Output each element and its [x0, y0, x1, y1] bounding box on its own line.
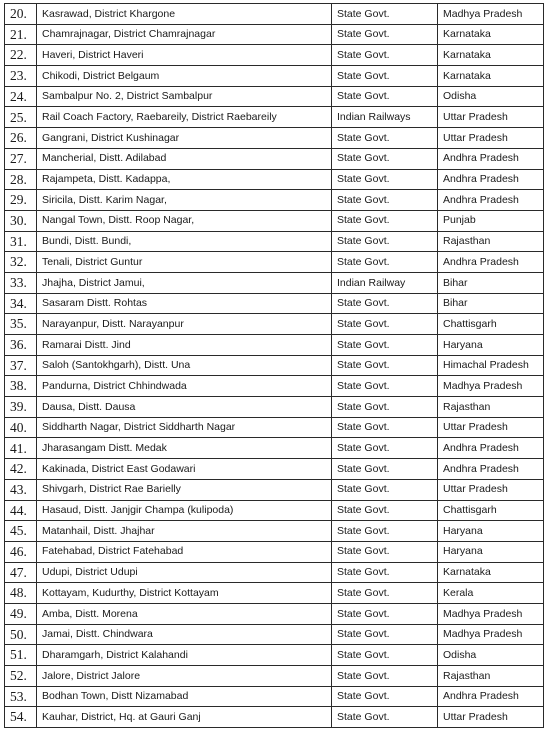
table-row	[5, 397, 544, 418]
location-cell: Bodhan Town, Distt Nizamabad	[37, 686, 332, 707]
location-cell: Kauhar, District, Hq. at Gauri Ganj	[37, 707, 332, 728]
table-row	[5, 707, 544, 728]
table-row	[5, 335, 544, 356]
ownership-cell: State Govt.	[332, 210, 438, 231]
location-cell: Gangrani, District Kushinagar	[37, 128, 332, 149]
state-cell: Karnataka	[438, 66, 544, 87]
table-row	[5, 148, 544, 169]
table-row	[5, 86, 544, 107]
ownership-cell: State Govt.	[332, 335, 438, 356]
ownership-cell: State Govt.	[332, 128, 438, 149]
row-number: 41.	[5, 438, 37, 459]
location-cell: Ramarai Distt. Jind	[37, 335, 332, 356]
table-row	[5, 521, 544, 542]
row-number: 33.	[5, 272, 37, 293]
location-cell: Rajampeta, Distt. Kadappa,	[37, 169, 332, 190]
table-row	[5, 686, 544, 707]
ownership-cell: State Govt.	[332, 86, 438, 107]
state-cell: Uttar Pradesh	[438, 107, 544, 128]
ownership-cell: State Govt.	[332, 583, 438, 604]
location-cell: Chikodi, District Belgaum	[37, 66, 332, 87]
ownership-cell: State Govt.	[332, 231, 438, 252]
ownership-cell: State Govt.	[332, 438, 438, 459]
ownership-cell: State Govt.	[332, 707, 438, 728]
table-row	[5, 24, 544, 45]
row-number: 27.	[5, 148, 37, 169]
state-cell: Andhra Pradesh	[438, 148, 544, 169]
ownership-cell: Indian Railway	[332, 272, 438, 293]
row-number: 50.	[5, 624, 37, 645]
location-cell: Saloh (Santokhgarh), Distt. Una	[37, 355, 332, 376]
ownership-cell: State Govt.	[332, 293, 438, 314]
table-row	[5, 438, 544, 459]
ownership-cell: State Govt.	[332, 686, 438, 707]
ownership-cell: State Govt.	[332, 376, 438, 397]
state-cell: Himachal Pradesh	[438, 355, 544, 376]
ownership-cell: State Govt.	[332, 666, 438, 687]
ownership-cell: State Govt.	[332, 459, 438, 480]
location-cell: Jamai, Distt. Chindwara	[37, 624, 332, 645]
row-number: 31.	[5, 231, 37, 252]
row-number: 37.	[5, 355, 37, 376]
row-number: 20.	[5, 4, 37, 25]
location-table-body	[5, 4, 544, 728]
row-number: 21.	[5, 24, 37, 45]
ownership-cell: State Govt.	[332, 252, 438, 273]
state-cell: Madhya Pradesh	[438, 624, 544, 645]
ownership-cell: State Govt.	[332, 66, 438, 87]
state-cell: Andhra Pradesh	[438, 459, 544, 480]
state-cell: Punjab	[438, 210, 544, 231]
location-cell: Chamrajnagar, District Chamrajnagar	[37, 24, 332, 45]
table-row	[5, 479, 544, 500]
location-cell: Siddharth Nagar, District Siddharth Nagar	[37, 417, 332, 438]
state-cell: Andhra Pradesh	[438, 169, 544, 190]
state-cell: Andhra Pradesh	[438, 252, 544, 273]
location-cell: Dharamgarh, District Kalahandi	[37, 645, 332, 666]
location-cell: Haveri, District Haveri	[37, 45, 332, 66]
row-number: 36.	[5, 335, 37, 356]
ownership-cell: State Govt.	[332, 500, 438, 521]
location-cell: Sasaram Distt. Rohtas	[37, 293, 332, 314]
location-cell: Kasrawad, District Khargone	[37, 4, 332, 25]
state-cell: Madhya Pradesh	[438, 603, 544, 624]
state-cell: Andhra Pradesh	[438, 686, 544, 707]
ownership-cell: Indian Railways	[332, 107, 438, 128]
state-cell: Bihar	[438, 293, 544, 314]
location-cell: Jharasangam Distt. Medak	[37, 438, 332, 459]
state-cell: Rajasthan	[438, 231, 544, 252]
location-cell: Pandurna, District Chhindwada	[37, 376, 332, 397]
location-cell: Tenali, District Guntur	[37, 252, 332, 273]
row-number: 22.	[5, 45, 37, 66]
row-number: 24.	[5, 86, 37, 107]
table-row	[5, 355, 544, 376]
ownership-cell: State Govt.	[332, 479, 438, 500]
ownership-cell: State Govt.	[332, 24, 438, 45]
table-row	[5, 417, 544, 438]
row-number: 45.	[5, 521, 37, 542]
table-row	[5, 459, 544, 480]
state-cell: Uttar Pradesh	[438, 417, 544, 438]
state-cell: Madhya Pradesh	[438, 376, 544, 397]
location-cell: Fatehabad, District Fatehabad	[37, 541, 332, 562]
state-cell: Karnataka	[438, 45, 544, 66]
ownership-cell: State Govt.	[332, 603, 438, 624]
table-row	[5, 500, 544, 521]
row-number: 44.	[5, 500, 37, 521]
ownership-cell: State Govt.	[332, 541, 438, 562]
table-row	[5, 541, 544, 562]
row-number: 39.	[5, 397, 37, 418]
state-cell: Odisha	[438, 645, 544, 666]
row-number: 46.	[5, 541, 37, 562]
ownership-cell: State Govt.	[332, 148, 438, 169]
location-cell: Hasaud, Distt. Janjgir Champa (kulipoda)	[37, 500, 332, 521]
state-cell: Haryana	[438, 521, 544, 542]
location-cell: Shivgarh, District Rae Barielly	[37, 479, 332, 500]
location-cell: Udupi, District Udupi	[37, 562, 332, 583]
row-number: 38.	[5, 376, 37, 397]
row-number: 23.	[5, 66, 37, 87]
state-cell: Rajasthan	[438, 397, 544, 418]
ownership-cell: State Govt.	[332, 4, 438, 25]
location-table	[4, 3, 544, 728]
row-number: 48.	[5, 583, 37, 604]
ownership-cell: State Govt.	[332, 624, 438, 645]
table-row	[5, 562, 544, 583]
row-number: 53.	[5, 686, 37, 707]
row-number: 42.	[5, 459, 37, 480]
state-cell: Chattisgarh	[438, 314, 544, 335]
state-cell: Karnataka	[438, 562, 544, 583]
table-row	[5, 190, 544, 211]
table-row	[5, 314, 544, 335]
table-row	[5, 293, 544, 314]
state-cell: Rajasthan	[438, 666, 544, 687]
row-number: 35.	[5, 314, 37, 335]
table-row	[5, 231, 544, 252]
state-cell: Haryana	[438, 335, 544, 356]
ownership-cell: State Govt.	[332, 314, 438, 335]
state-cell: Bihar	[438, 272, 544, 293]
location-cell: Jalore, District Jalore	[37, 666, 332, 687]
ownership-cell: State Govt.	[332, 521, 438, 542]
state-cell: Odisha	[438, 86, 544, 107]
row-number: 32.	[5, 252, 37, 273]
row-number: 49.	[5, 603, 37, 624]
row-number: 51.	[5, 645, 37, 666]
location-cell: Jhajha, District Jamui,	[37, 272, 332, 293]
table-row	[5, 128, 544, 149]
table-row	[5, 666, 544, 687]
table-row	[5, 107, 544, 128]
state-cell: Haryana	[438, 541, 544, 562]
row-number: 29.	[5, 190, 37, 211]
state-cell: Madhya Pradesh	[438, 4, 544, 25]
location-cell: Sambalpur No. 2, District Sambalpur	[37, 86, 332, 107]
table-row	[5, 376, 544, 397]
location-cell: Siricila, Distt. Karim Nagar,	[37, 190, 332, 211]
row-number: 40.	[5, 417, 37, 438]
location-cell: Bundi, Distt. Bundi,	[37, 231, 332, 252]
state-cell: Uttar Pradesh	[438, 479, 544, 500]
state-cell: Andhra Pradesh	[438, 190, 544, 211]
location-cell: Amba, Distt. Morena	[37, 603, 332, 624]
state-cell: Andhra Pradesh	[438, 438, 544, 459]
table-row	[5, 252, 544, 273]
ownership-cell: State Govt.	[332, 417, 438, 438]
ownership-cell: State Govt.	[332, 45, 438, 66]
table-row	[5, 583, 544, 604]
table-row	[5, 210, 544, 231]
ownership-cell: State Govt.	[332, 562, 438, 583]
location-cell: Rail Coach Factory, Raebareily, District Raebareily	[37, 107, 332, 128]
location-cell: Matanhail, Distt. Jhajhar	[37, 521, 332, 542]
row-number: 26.	[5, 128, 37, 149]
table-row	[5, 66, 544, 87]
row-number: 25.	[5, 107, 37, 128]
ownership-cell: State Govt.	[332, 645, 438, 666]
row-number: 43.	[5, 479, 37, 500]
state-cell: Uttar Pradesh	[438, 128, 544, 149]
location-cell: Nangal Town, Distt. Roop Nagar,	[37, 210, 332, 231]
table-row	[5, 624, 544, 645]
row-number: 47.	[5, 562, 37, 583]
state-cell: Chattisgarh	[438, 500, 544, 521]
row-number: 52.	[5, 666, 37, 687]
state-cell: Karnataka	[438, 24, 544, 45]
row-number: 54.	[5, 707, 37, 728]
table-row	[5, 45, 544, 66]
location-cell: Kakinada, District East Godawari	[37, 459, 332, 480]
location-cell: Dausa, Distt. Dausa	[37, 397, 332, 418]
location-cell: Mancherial, Distt. Adilabad	[37, 148, 332, 169]
table-row	[5, 645, 544, 666]
ownership-cell: State Govt.	[332, 397, 438, 418]
row-number: 34.	[5, 293, 37, 314]
table-row	[5, 4, 544, 25]
table-row	[5, 272, 544, 293]
ownership-cell: State Govt.	[332, 355, 438, 376]
location-cell: Narayanpur, Distt. Narayanpur	[37, 314, 332, 335]
state-cell: Kerala	[438, 583, 544, 604]
state-cell: Uttar Pradesh	[438, 707, 544, 728]
row-number: 28.	[5, 169, 37, 190]
table-row	[5, 603, 544, 624]
ownership-cell: State Govt.	[332, 190, 438, 211]
row-number: 30.	[5, 210, 37, 231]
ownership-cell: State Govt.	[332, 169, 438, 190]
document-page	[4, 3, 543, 728]
table-row	[5, 169, 544, 190]
location-cell: Kottayam, Kudurthy, District Kottayam	[37, 583, 332, 604]
